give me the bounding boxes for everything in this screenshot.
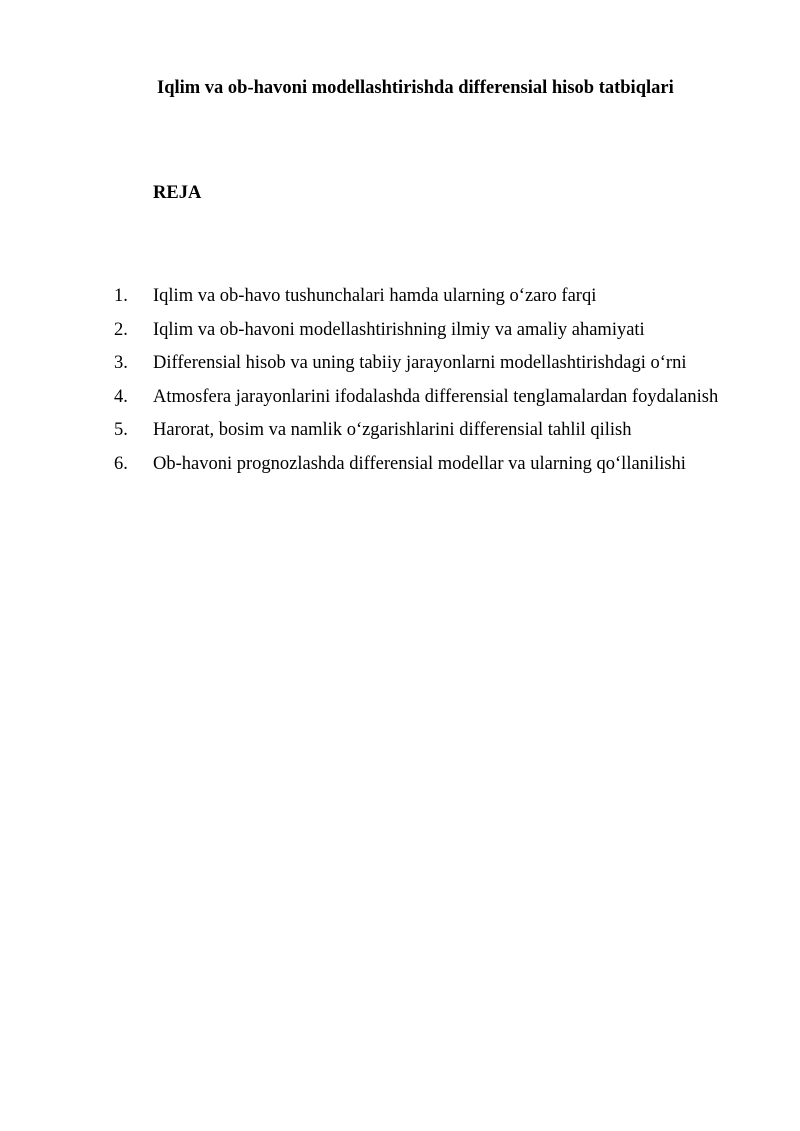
plan-item-number: 3. (114, 353, 128, 374)
plan-item (114, 284, 774, 318)
plan-item-number: 2. (114, 319, 128, 340)
plan-item (114, 351, 774, 385)
plan-item-text: Ob-havoni prognozlashda differensial modellar va ularning qo‘llanilishi (153, 453, 686, 474)
plan-heading: REJA (153, 183, 202, 203)
plan-item (114, 418, 774, 452)
plan-item-text: Differensial hisob va uning tabiiy jarayonlarni modellashtirishdagi o‘rni (153, 353, 687, 374)
plan-item-number: 6. (114, 453, 128, 474)
plan-item-text: Harorat, bosim va namlik o‘zgarishlarini differensial tahlil qilish (153, 420, 632, 441)
document-title: Iqlim va ob-havoni modellashtirishda differensial hisob tatbiqlari (157, 78, 674, 98)
plan-item-number: 4. (114, 386, 128, 407)
plan-item-number: 1. (114, 286, 128, 306)
plan-item (114, 318, 774, 352)
plan-item-text: Atmosfera jarayonlarini ifodalashda differensial tenglamalardan foydalanish (153, 386, 719, 407)
plan-list (114, 284, 774, 486)
plan-item-number: 5. (114, 420, 128, 441)
plan-item (114, 385, 774, 419)
plan-item-text: Iqlim va ob-havo tushunchalari hamda ularning o‘zaro farqi (153, 286, 597, 306)
plan-item-text: Iqlim va ob-havoni modellashtirishning ilmiy va amaliy ahamiyati (153, 319, 645, 340)
plan-item (114, 452, 774, 486)
